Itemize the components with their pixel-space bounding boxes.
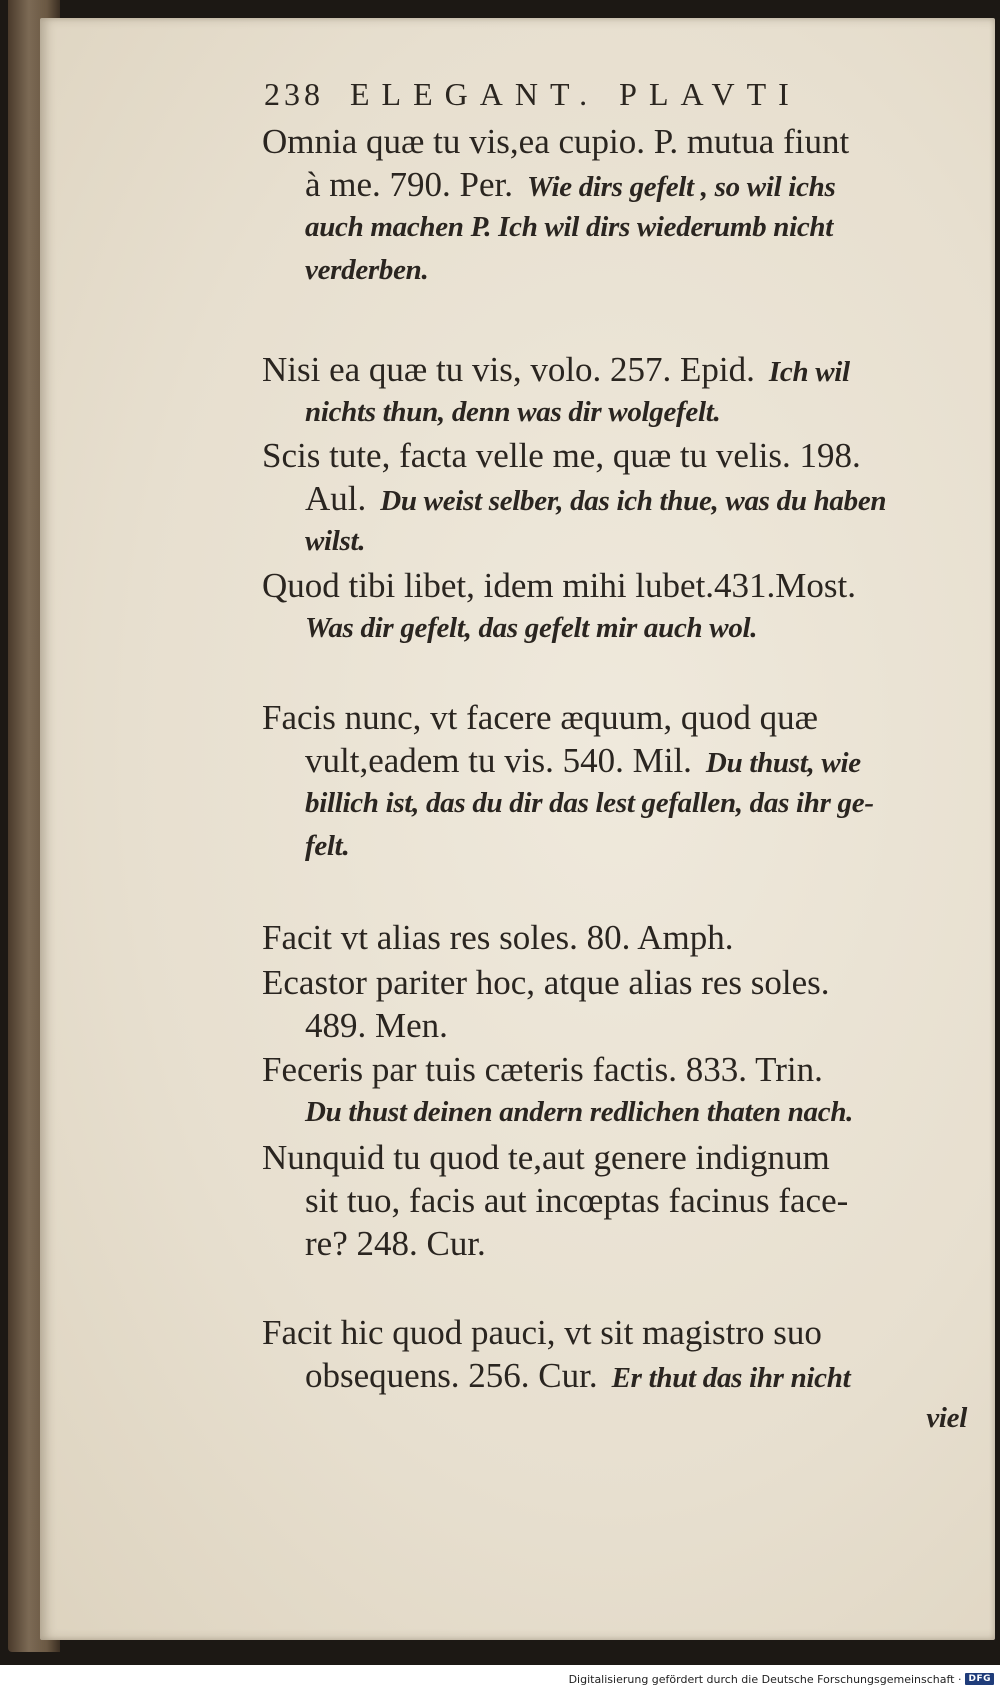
- entry-line: [262, 477, 977, 520]
- german-translation: Du thust, wie: [705, 747, 861, 779]
- german-translation: wilst.: [305, 525, 366, 557]
- german-translation: nichts thun, denn was dir wolgefelt.: [305, 396, 721, 428]
- latin-text: vult,eadem tu vis. 540. Mil.: [305, 741, 692, 780]
- entry-nisi: [262, 348, 977, 434]
- german-translation: Er thut das ihr nicht: [611, 1362, 851, 1394]
- latin-text: Nisi ea quæ tu vis, volo. 257. Epid.: [262, 350, 755, 389]
- latin-text: à me. 790. Per.: [305, 165, 514, 204]
- entry-line: [262, 163, 977, 206]
- page-number: 238: [264, 76, 324, 112]
- entry-feceris: [262, 1048, 977, 1134]
- latin-text: Aul.: [305, 479, 367, 518]
- german-translation: Du thust deinen andern redlichen thaten nach.: [305, 1096, 854, 1128]
- entry-facit-alias: [262, 916, 977, 959]
- catchword: viel: [926, 1402, 967, 1434]
- german-translation: Du weist selber, das ich thue, was du haben: [380, 485, 887, 517]
- german-translation: Ich wil: [768, 356, 850, 388]
- entry-line: Facit hic quod pauci, vt sit magistro suo: [262, 1313, 822, 1352]
- page-header: [264, 76, 924, 113]
- entry-line: re? 248. Cur.: [305, 1224, 486, 1263]
- entry-ecastor: [262, 961, 977, 1047]
- dfg-logo: DFG: [965, 1673, 994, 1685]
- latin-text: obsequens. 256. Cur.: [305, 1356, 598, 1395]
- entry-line: Feceris par tuis cæteris factis. 833. Trin.: [262, 1050, 823, 1089]
- entry-line: Omnia quæ tu vis,ea cupio. P. mutua fiunt: [262, 122, 850, 161]
- entry-line: Facit vt alias res soles. 80. Amph.: [262, 918, 734, 957]
- entry-line: 489. Men.: [305, 1006, 448, 1045]
- digitization-footer: [569, 1669, 994, 1689]
- entry-line: Scis tute, facta velle me, quæ tu velis. 198.: [262, 436, 861, 475]
- german-translation: Was dir gefelt, das gefelt mir auch wol.: [305, 612, 758, 644]
- entry-line: [262, 1354, 977, 1397]
- entry-scis: [262, 434, 977, 563]
- entry-line: [262, 348, 977, 391]
- entry-omnia: [262, 120, 977, 292]
- entry-line: Ecastor pariter hoc, atque alias res soles.: [262, 963, 830, 1002]
- entry-line: Quod tibi libet, idem mihi lubet.431.Most.: [262, 566, 857, 605]
- entry-quod: [262, 564, 977, 650]
- german-translation: Wie dirs gefelt , so wil ichs: [527, 171, 836, 203]
- entry-line: sit tuo, facis aut incœptas facinus face-: [305, 1181, 849, 1220]
- entry-line: [262, 739, 977, 782]
- running-title: ELEGANT. PLAVTI: [350, 76, 801, 112]
- german-translation: verderben.: [305, 254, 429, 286]
- entry-line: Facis nunc, vt facere æquum, quod quæ: [262, 698, 819, 737]
- entry-nunquid: [262, 1136, 977, 1265]
- german-translation: auch machen P. Ich wil dirs wiederumb nicht: [305, 211, 833, 243]
- entry-line: Nunquid tu quod te,aut genere indignum: [262, 1138, 830, 1177]
- entry-facit-hic: [262, 1311, 977, 1440]
- footer-credit: Digitalisierung gefördert durch die Deutsche Forschungsgemeinschaft ·: [568, 1672, 962, 1686]
- german-translation: felt.: [305, 830, 350, 862]
- german-translation: billich ist, das du dir das lest gefallen, das ihr ge-: [305, 787, 874, 819]
- entry-facis: [262, 696, 977, 868]
